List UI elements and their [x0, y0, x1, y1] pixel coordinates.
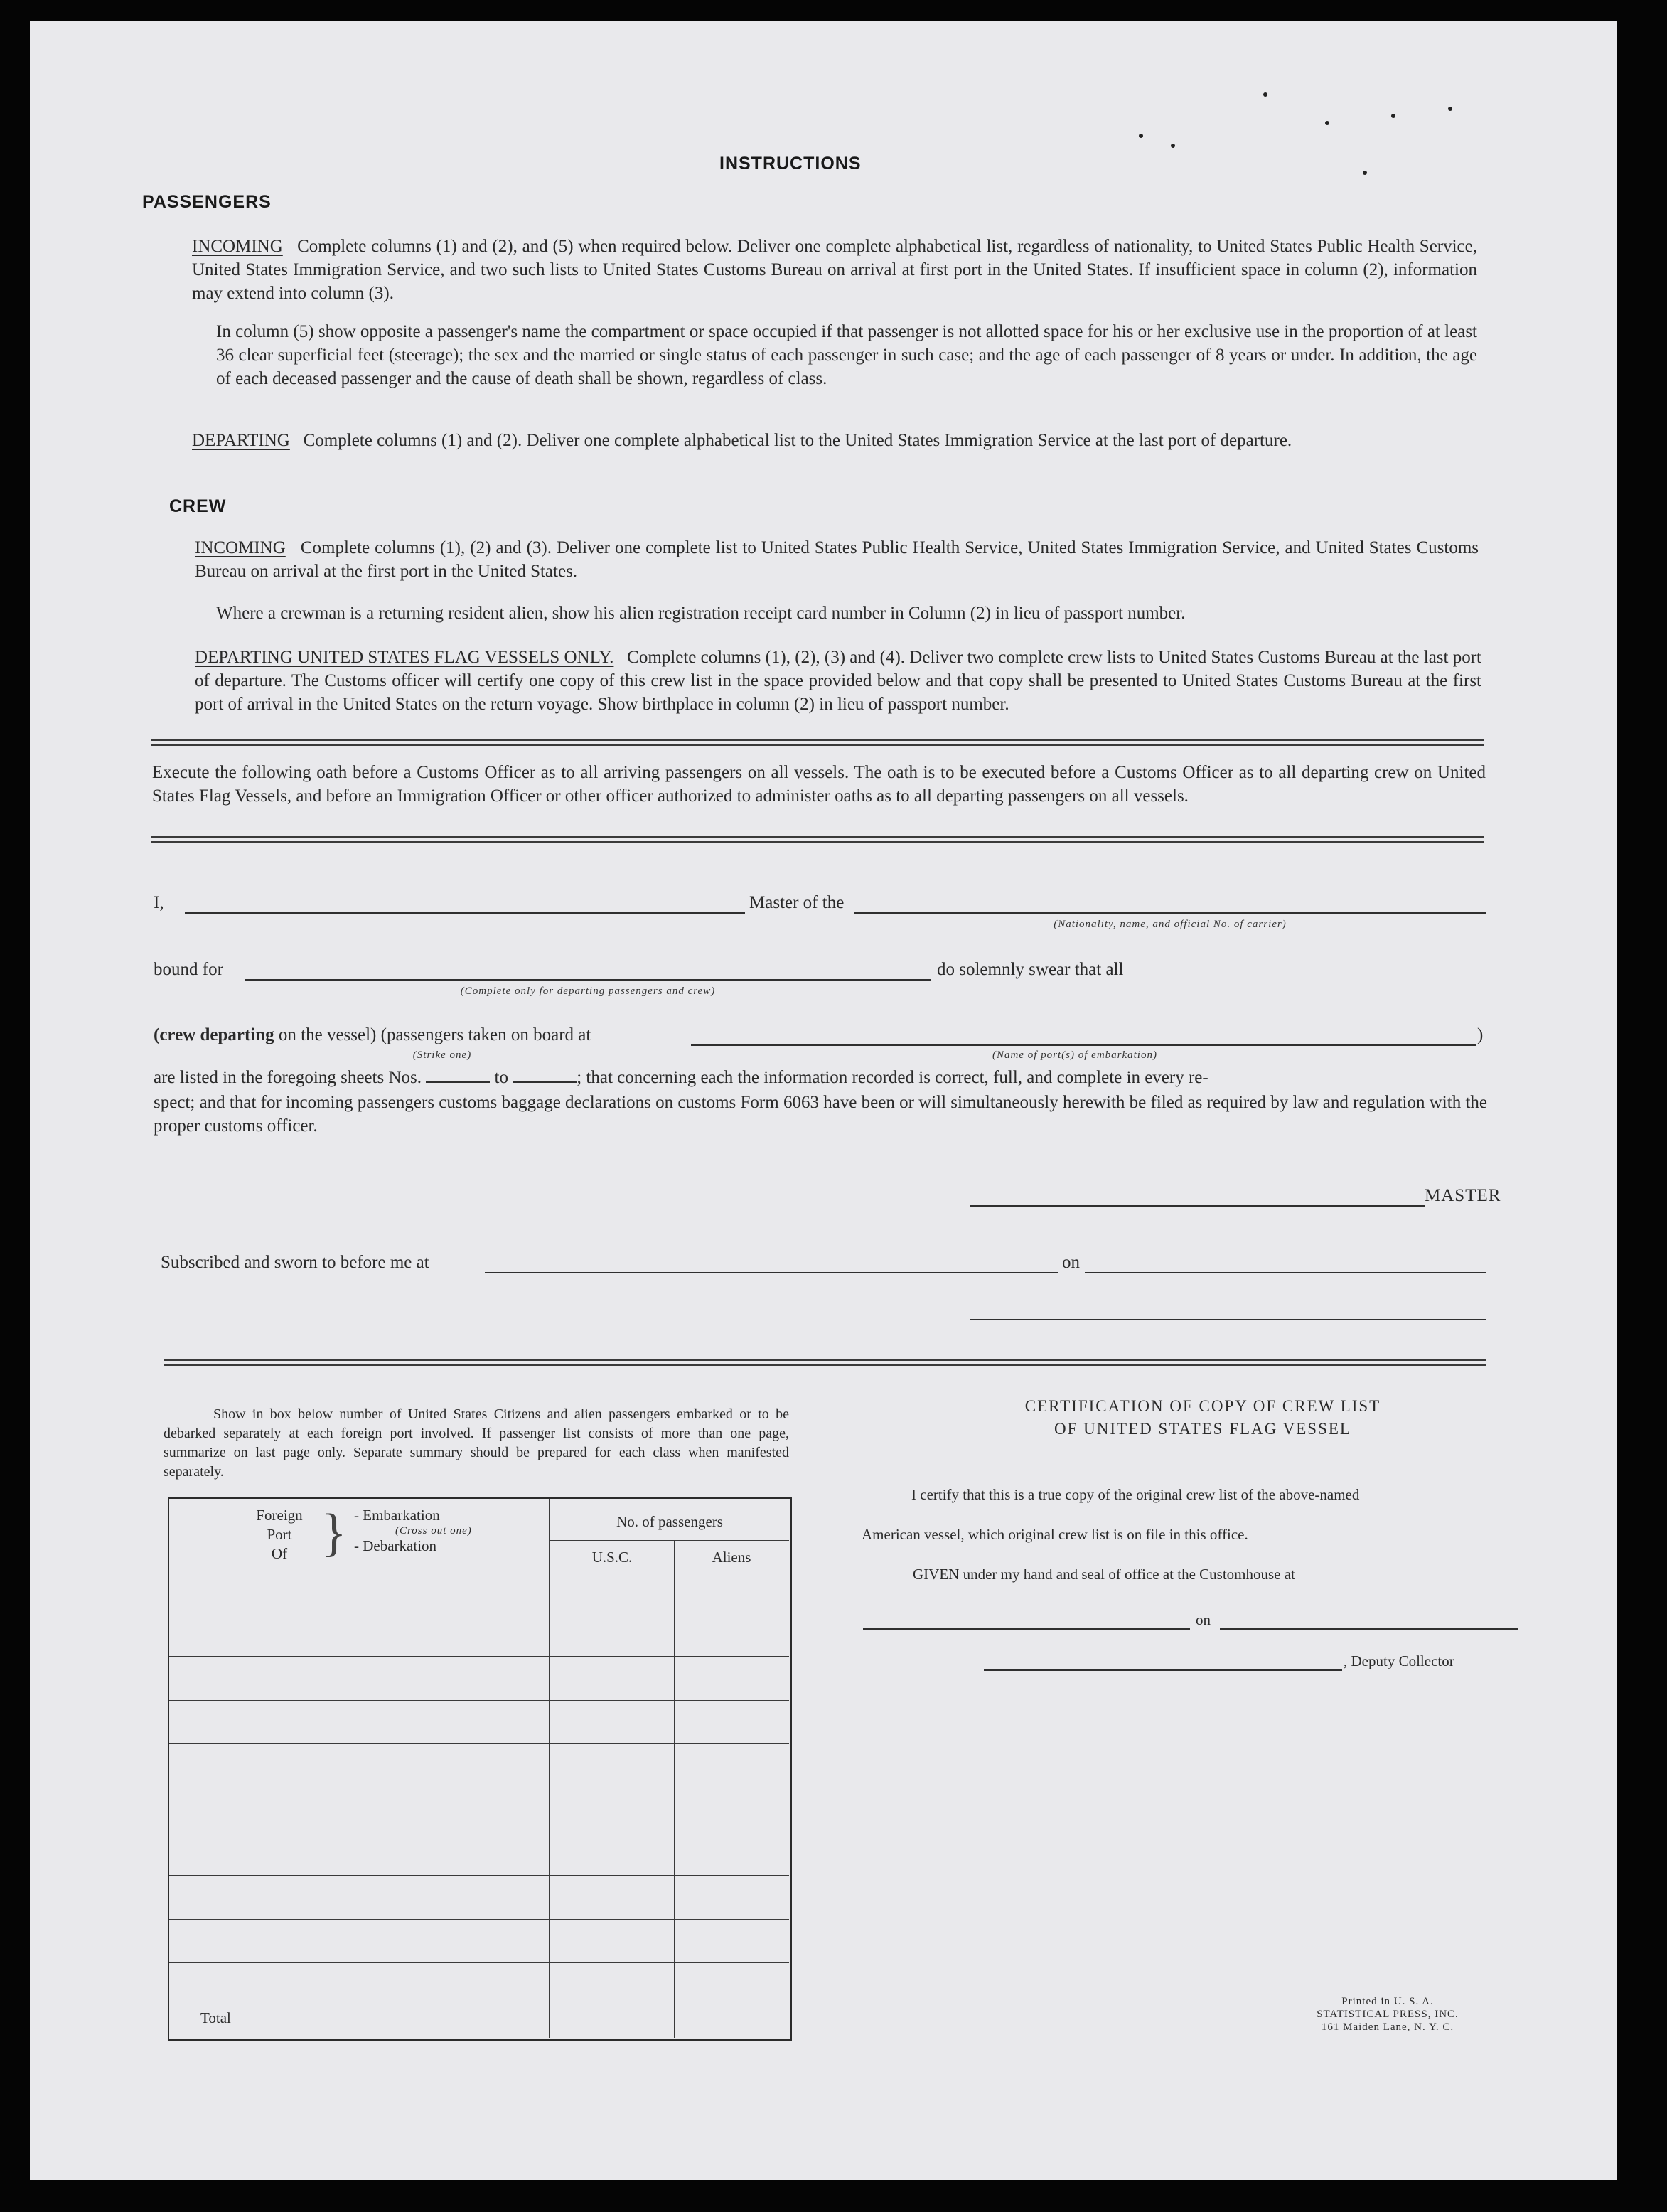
complete-only-caption: (Complete only for departing passengers and crew): [460, 985, 716, 997]
divider: [164, 1359, 1486, 1366]
total-label: Total: [200, 2009, 231, 2026]
strike-one-caption: (Strike one): [412, 1049, 472, 1061]
strike-one-options: [154, 1025, 591, 1045]
table-header-divider: [550, 1540, 789, 1541]
sheet-to-field[interactable]: [513, 1081, 577, 1083]
divider: [151, 739, 1484, 746]
nationality-caption: (Nationality, name, and official No. of carrier): [1054, 919, 1287, 930]
printer-line2: STATISTICAL PRESS, INC.: [1317, 2009, 1459, 2020]
passengers-incoming-paragraph: [192, 235, 1477, 305]
cross-out-caption: (Cross out one): [395, 1525, 472, 1537]
master-of-the: Master of the: [749, 893, 845, 912]
crew-departing-label: DEPARTING UNITED STATES FLAG VESSELS ONLY.: [195, 648, 614, 667]
passengers-taken-option[interactable]: (passengers taken on board at: [380, 1025, 591, 1044]
aliens-header: Aliens: [712, 1549, 751, 1566]
crew-heading: CREW: [169, 496, 227, 516]
i-label: I,: [154, 893, 164, 912]
oath-instructions: Execute the following oath before a Customs Officer as to all arriving passengers on all vessels. The oath is to be executed before a Customs Officer as to all departing crew on United States Flag Vessels, and before an Immigration Officer or other officer authorized to administer oaths as to all departing passengers on all vessels.: [152, 763, 1486, 806]
speck: [1363, 171, 1367, 175]
master-label: MASTER: [1425, 1186, 1501, 1205]
listed-text: are listed in the foregoing sheets Nos.: [154, 1068, 422, 1087]
foreign-port-label: [240, 1506, 318, 1564]
brace-icon: }: [321, 1504, 347, 1562]
subscribed-date-field[interactable]: [1085, 1272, 1486, 1273]
listed-text-2: ; that concerning each the information recorded is correct, full, and complete in every re-: [577, 1068, 1208, 1087]
crew-incoming-paragraph: [195, 536, 1479, 583]
table-row[interactable]: [169, 1875, 789, 1876]
embarkation-option[interactable]: - Embarkation: [354, 1507, 440, 1524]
listed-to: to: [494, 1068, 508, 1087]
divider: [151, 836, 1484, 843]
listed-line: [154, 1068, 1487, 1088]
departing-text: Complete columns (1) and (2). Deliver one complete alphabetical list to the United States Immigration Service at the last port of departure.: [303, 431, 1292, 450]
departing-label: DEPARTING: [192, 431, 290, 450]
certify-line1: I certify that this is a true copy of the original crew list of the above-named: [911, 1486, 1360, 1503]
printer-imprint: [1238, 1995, 1537, 2034]
table-row[interactable]: [169, 1743, 789, 1744]
embarkation-port-field[interactable]: [691, 1044, 1476, 1046]
no-of-passengers-header: No. of passengers: [616, 1513, 723, 1530]
crew-departing-option[interactable]: (crew departing: [154, 1025, 274, 1044]
cert-date-field[interactable]: [1220, 1628, 1518, 1630]
passengers-heading: PASSENGERS: [142, 192, 272, 212]
foreign-text: Foreign: [256, 1507, 303, 1524]
certification-title: [883, 1395, 1523, 1441]
crew-departing-paragraph: [195, 646, 1481, 716]
master-signature-field[interactable]: [970, 1205, 1425, 1207]
table-row[interactable]: [169, 1962, 789, 1963]
listed-rest: spect; and that for incoming passengers customs baggage declarations on customs Form 6063 have been or will simultaneously herewith be filed as required by law and regulation with the proper customs officer.: [154, 1093, 1487, 1136]
on-label: on: [1062, 1253, 1080, 1272]
printer-line3: 161 Maiden Lane, N. Y. C.: [1321, 2021, 1454, 2033]
cert-on-label: on: [1196, 1611, 1211, 1628]
speck: [1448, 107, 1452, 111]
column5-paragraph: In column (5) show opposite a passenger's name the compartment or space occupied if that passenger is not allotted space for his or her exclusive use in the proportion of at least 36 clear superficial feet (steerage); the sex and the married or single status of each passenger in such case; and the age of each passenger of 8 years or under. In addition, the age of each deceased passenger and the cause of death shall be shown, regardless of class.: [216, 322, 1477, 388]
incoming-label: INCOMING: [192, 237, 283, 256]
passengers-departing-paragraph: [192, 429, 1477, 452]
speck: [1263, 92, 1267, 97]
subscribed-place-field[interactable]: [485, 1272, 1058, 1273]
printer-line1: Printed in U. S. A.: [1341, 1996, 1434, 2007]
crew-incoming-text: Complete columns (1), (2) and (3). Deliver one complete list to United States Public Health Service, United States Immigration Service, and United States Customs Bureau on arrival at the first port in the United States.: [195, 538, 1479, 581]
ports-caption: (Name of port(s) of embarkation): [992, 1049, 1157, 1061]
usc-header: U.S.C.: [591, 1549, 633, 1566]
crew-departing-text: Complete columns (1), (2), (3) and (4). Deliver two complete crew lists to United States Customs Bureau at the last port of departure. The Customs officer will certify one copy of this crew list in the space provided below and that copy shall be presented to United States Customs Bureau at the first port of arrival in the United States on the return voyage. Show birthplace in column (2) in lieu of passport number.: [195, 648, 1481, 714]
sheet-from-field[interactable]: [426, 1081, 490, 1083]
incoming-text: Complete columns (1) and (2), and (5) when required below. Deliver one complete alphabetical list, regardless of nationality, to United States Public Health Service, United States Immigration Service, and two such lists to United States Customs Bureau on arrival at first port in the United States. If insufficient space in column (2), information may extend into column (3).: [192, 237, 1477, 303]
speck: [1171, 144, 1175, 148]
speck: [1325, 121, 1329, 125]
summary-instructions: Show in box below number of United States Citizens and alien passengers embarked or to be debarked separately at each foreign port involved. If passenger list consists of more than one page, summarize on last page only. Separate summary should be prepared for each class when manifested separately.: [164, 1406, 789, 1480]
customhouse-field[interactable]: [863, 1628, 1190, 1630]
table-row[interactable]: [169, 1656, 789, 1657]
subscribed-label: Subscribed and sworn to before me at: [161, 1253, 429, 1272]
master-name-field[interactable]: [185, 912, 745, 914]
given-text: GIVEN under my hand and seal of office at the Customhouse at: [913, 1566, 1295, 1583]
deputy-signature-field[interactable]: [984, 1669, 1342, 1671]
deputy-collector-label: , Deputy Collector: [1344, 1652, 1454, 1669]
speck: [1391, 114, 1395, 118]
summary-table: [168, 1497, 792, 2041]
embark-debark-label: [354, 1506, 525, 1556]
debarkation-option[interactable]: - Debarkation: [354, 1537, 437, 1554]
table-row[interactable]: [169, 1919, 789, 1920]
crew-incoming-label: INCOMING: [195, 538, 286, 557]
on-the-vessel: on the vessel): [278, 1025, 377, 1044]
certify-line2: American vessel, which original crew list is on file in this office.: [862, 1526, 1248, 1543]
bound-for-label: bound for: [154, 960, 223, 979]
table-col-divider: [674, 1540, 675, 2038]
speck: [1139, 134, 1143, 138]
port-text: Port: [267, 1526, 292, 1543]
bound-for-field[interactable]: [245, 979, 931, 981]
instructions-title: INSTRUCTIONS: [719, 154, 862, 173]
certification-title-line2: OF UNITED STATES FLAG VESSEL: [1054, 1420, 1351, 1438]
close-paren: ): [1477, 1025, 1484, 1044]
officer-signature-field[interactable]: [970, 1319, 1486, 1320]
table-col-divider: [549, 1499, 550, 2038]
solemnly-text: do solemnly swear that all: [937, 960, 1124, 979]
crewman-paragraph: Where a crewman is a returning resident alien, show his alien registration receipt card number in Column (2) in lieu of passport number.: [216, 604, 1186, 623]
table-row[interactable]: [169, 1700, 789, 1701]
carrier-field[interactable]: [854, 912, 1486, 914]
certification-title-line1: CERTIFICATION OF COPY OF CREW LIST: [1024, 1397, 1381, 1415]
form-page: [30, 21, 1617, 2180]
of-text: Of: [271, 1545, 288, 1562]
